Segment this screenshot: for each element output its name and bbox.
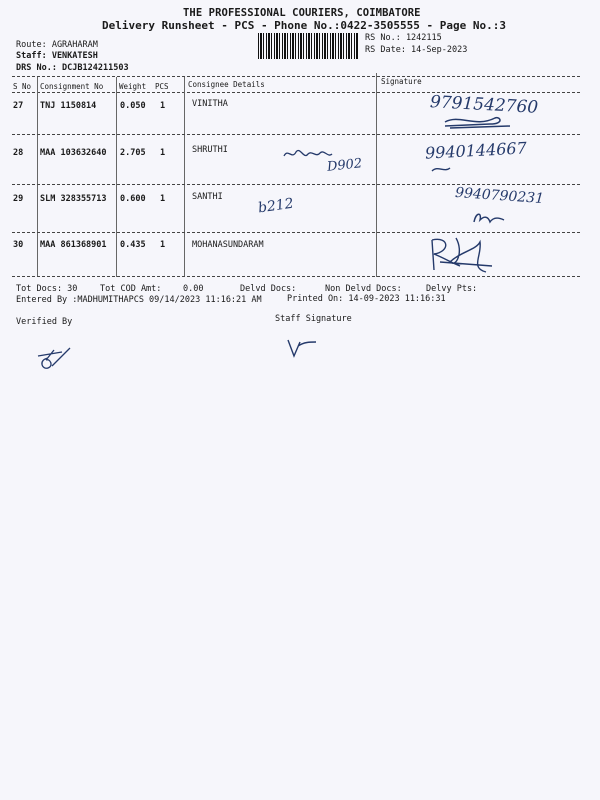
row-consignee: SANTHI (192, 192, 223, 202)
signature-scribble (440, 110, 520, 132)
rs-date: RS Date: 14-Sep-2023 (365, 45, 468, 55)
runsheet-title: Delivery Runsheet - PCS - Phone No.:0422-3505555 - Page No.:3 (102, 19, 506, 32)
printed-on: Printed On: 14-09-2023 11:16:31 (287, 294, 446, 304)
staff-label: Staff: VENKATESH (16, 51, 98, 61)
row-consignment: MAA 861368901 (40, 240, 107, 250)
row-pcs: 1 (160, 101, 166, 111)
entered-by: Entered By :MADHUMITHAPCS 09/14/2023 11:16:21 AM (16, 295, 262, 305)
non-delivered-docs: Non Delvd Docs: (325, 284, 402, 294)
row-consignment: TNJ 1150814 (40, 101, 97, 111)
handwritten-phone: 9791542760 (429, 92, 539, 118)
row-weight: 2.705 (120, 148, 146, 158)
staff-signature (286, 336, 322, 360)
handwritten-phone: 9940144667 (424, 138, 528, 163)
col-header-sno: S No (13, 82, 32, 91)
col-divider (37, 77, 38, 277)
verifier-signature (34, 346, 74, 374)
row-weight: 0.050 (120, 101, 146, 111)
row-pcs: 1 (160, 240, 166, 250)
row-consignee: MOHANASUNDARAM (192, 240, 264, 250)
delivery-points: Delvy Pts: (426, 284, 478, 294)
col-divider (184, 77, 185, 277)
route-label: Route: AGRAHARAM (16, 40, 98, 50)
row-consignment: SLM 328355713 (40, 194, 107, 204)
table-bottom-rule (12, 276, 580, 277)
staff-signature-label: Staff Signature (275, 314, 352, 324)
header-rule (12, 92, 580, 93)
total-cod-value: 0.00 (183, 284, 204, 294)
signature-scribble (430, 163, 460, 175)
rs-number: RS No.: 1242115 (365, 33, 442, 43)
row-sno: 30 (13, 240, 24, 250)
verified-by-label: Verified By (16, 317, 73, 327)
col-header-consignment: Consignment No (40, 82, 104, 91)
col-divider (116, 77, 117, 277)
col-divider (376, 73, 377, 277)
delivered-docs: Delvd Docs: (240, 284, 297, 294)
col-header-consignee: Consignee Details (188, 80, 265, 89)
barcode-image (258, 33, 358, 59)
handwritten-flat-number: D902 (326, 156, 363, 175)
row-sno: 27 (13, 101, 24, 111)
handwritten-phone: 9940790231 (454, 184, 545, 208)
drs-number: DRS No.: DCJB124211503 (16, 63, 129, 73)
row-pcs: 1 (160, 194, 166, 204)
row-rule (12, 184, 580, 185)
row-consignee: SHRUTHI (192, 145, 228, 155)
row-weight: 0.600 (120, 194, 146, 204)
row-consignee: VINITHA (192, 99, 228, 109)
row-pcs: 1 (160, 148, 166, 158)
row-rule (12, 134, 580, 135)
row-weight: 0.435 (120, 240, 146, 250)
handwritten-flat-number: b212 (257, 195, 295, 217)
row-sno: 29 (13, 194, 24, 204)
col-header-signature: Signature (381, 77, 422, 86)
table-top-rule (12, 76, 580, 77)
total-docs: Tot Docs: 30 (16, 284, 78, 294)
signature-scribble (470, 208, 510, 228)
row-consignment: MAA 103632640 (40, 148, 107, 158)
company-name: THE PROFESSIONAL COURIERS, COIMBATORE (183, 7, 421, 19)
col-header-pcs: PCS (155, 82, 169, 91)
signature-scribble (420, 232, 500, 277)
row-sno: 28 (13, 148, 24, 158)
total-cod-label: Tot COD Amt: (100, 284, 162, 294)
col-header-weight: Weight (119, 82, 147, 91)
